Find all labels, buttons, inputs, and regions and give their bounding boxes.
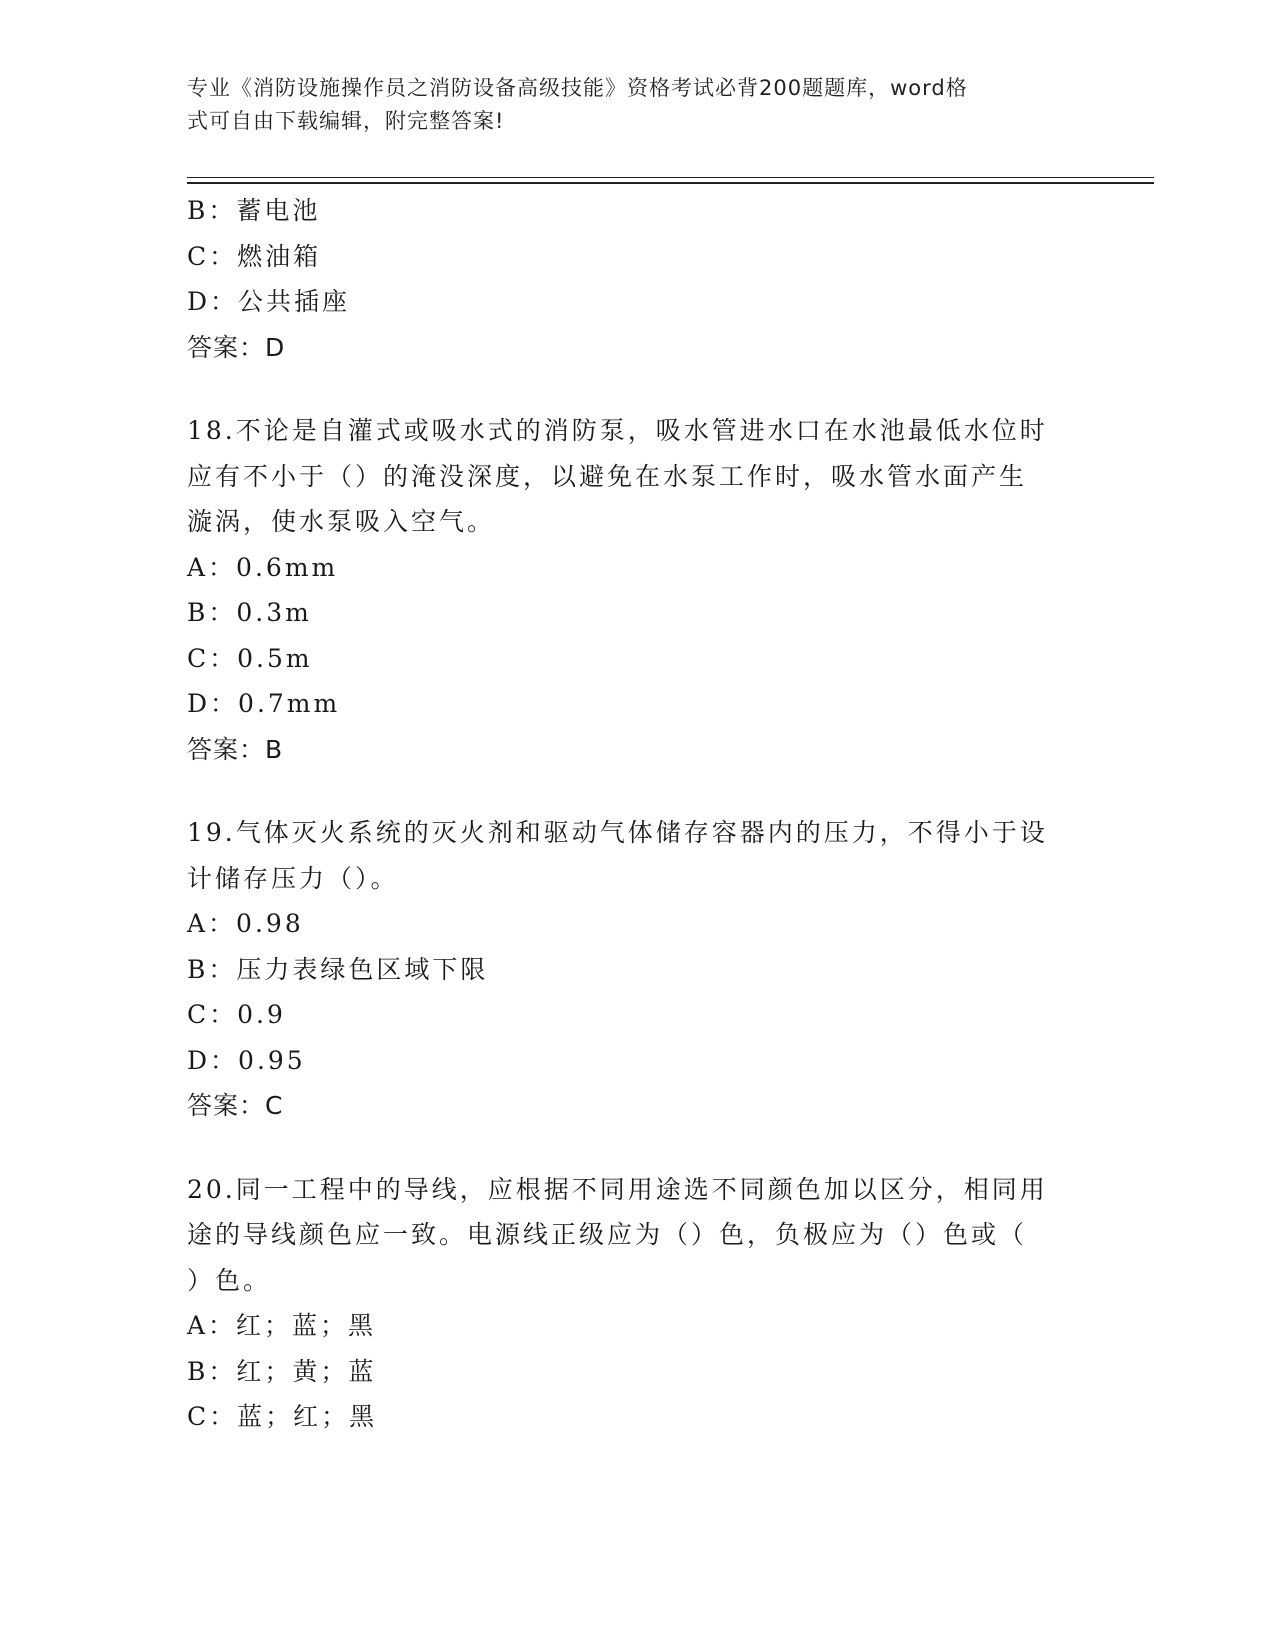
question-18 <box>187 408 1077 772</box>
option-b: B：红；黄；蓝 <box>187 1356 377 1386</box>
option-c: C：燃油箱 <box>187 241 322 271</box>
option-a: A：0.98 <box>187 909 304 938</box>
question-20 <box>187 1167 1077 1440</box>
question-text-line: 18.不论是自灌式或吸水式的消防泵，吸水管进水口在水池最低水位时 <box>187 416 1048 445</box>
option-b: B：0.3m <box>187 598 312 627</box>
answer-label: 答案：C <box>187 1091 284 1120</box>
option-c: C：0.5m <box>187 643 313 673</box>
document-header <box>187 72 1067 138</box>
question-text-line: 19.气体灭火系统的灭火剂和驱动气体储存容器内的压力，不得小于设 <box>187 818 1048 847</box>
option-d: D：0.7mm <box>187 689 341 718</box>
answer-label: 答案：D <box>187 332 286 362</box>
option-d: D：公共插座 <box>187 287 351 316</box>
option-b: B：压力表绿色区域下限 <box>187 954 489 984</box>
option-a: A：0.6mm <box>187 552 339 582</box>
question-text-line: 漩涡，使水泵吸入空气。 <box>187 507 496 536</box>
option-a: A：红；蓝；黑 <box>187 1311 377 1340</box>
header-rule-thick <box>187 182 1154 184</box>
option-d: D：0.95 <box>187 1045 306 1075</box>
question-content <box>187 188 1077 1440</box>
question-19 <box>187 810 1077 1129</box>
option-c: C：蓝；红；黑 <box>187 1402 378 1431</box>
question-17-tail <box>187 188 1077 370</box>
question-text-line: 应有不小于（）的淹没深度，以避免在水泵工作时，吸水管水面产生 <box>187 461 1028 491</box>
header-line-1: 专业《消防设施操作员之消防设备高级技能》资格考试必背200题题库，word格 <box>187 76 968 100</box>
question-text-line: ）色。 <box>187 1265 272 1295</box>
option-b: B：蓄电池 <box>187 196 321 225</box>
question-text-line: 计储存压力（）。 <box>187 863 399 893</box>
option-c: C：0.9 <box>187 1000 286 1029</box>
header-rule-thin <box>187 177 1154 178</box>
answer-label: 答案：B <box>187 734 284 764</box>
question-text-line: 20.同一工程中的导线，应根据不同用途选不同颜色加以区分，相同用 <box>187 1174 1048 1204</box>
header-line-2: 式可自由下载编辑，附完整答案! <box>187 109 505 133</box>
question-text-line: 途的导线颜色应一致。电源线正级应为（）色，负极应为（）色或（ <box>187 1220 1028 1249</box>
